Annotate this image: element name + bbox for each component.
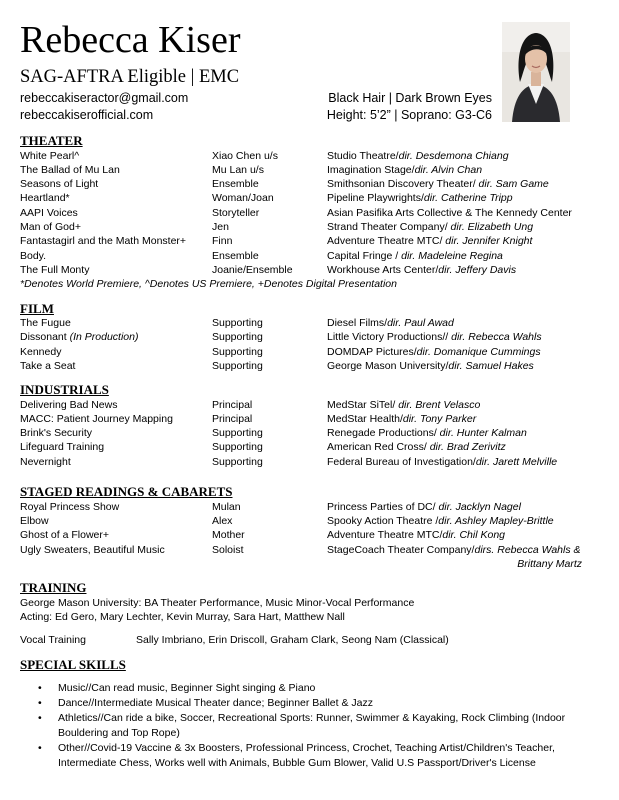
credit-venue (327, 500, 521, 514)
credit-venue (327, 177, 549, 191)
credit-director: dir. Domanique Cummings (416, 346, 541, 358)
credit-venue-name: Capital Fringe / (327, 250, 402, 262)
appearance-info: Black Hair | Dark Brown Eyes (328, 91, 492, 105)
credit-venue (327, 249, 503, 263)
credit-row (0, 359, 619, 373)
credit-director: dir. Jarett Melville (475, 456, 558, 468)
credit-role: Jen (212, 221, 229, 233)
credit-row (0, 455, 619, 469)
credit-role: Woman/Joan (212, 192, 274, 204)
credit-row (0, 426, 619, 440)
credit-title: Ghost of a Flower+ (20, 529, 109, 541)
credit-title: Man of God+ (20, 221, 81, 233)
skill-item-other: • Other//Covid-19 Vaccine & 3x Boosters, Professional Princess, Crochet, Teaching Artist/Children's Teacher, Intermediate Chess, Works well with Animals, Bubble Gum Blower, Valid U.S Passport/Driver's License (38, 741, 583, 771)
credit-venue (327, 234, 532, 248)
credit-row (0, 543, 619, 557)
credit-role: Supporting (212, 317, 263, 329)
credit-venue-name: Federal Bureau of Investigation/ (327, 456, 476, 468)
credit-role: Supporting (212, 360, 263, 372)
education-line: George Mason University: BA Theater Performance, Music Minor-Vocal Performance (20, 597, 415, 609)
credit-title: Brink's Security (20, 427, 93, 439)
credit-title: Fantastagirl and the Math Monster+ (20, 235, 187, 247)
credit-role: Supporting (212, 456, 263, 468)
credit-director: dir. Paul Awad (387, 317, 454, 329)
credit-role: Ensemble (212, 178, 259, 190)
credit-row (0, 177, 619, 191)
credit-role: Mulan (212, 501, 241, 513)
credit-venue (327, 316, 454, 330)
credit-director: dir. Brent Velasco (398, 399, 481, 411)
credit-director: dir. Catherine Tripp (423, 192, 513, 204)
credit-row (0, 220, 619, 234)
credit-venue-name: Spooky Action Theatre / (327, 515, 439, 527)
credit-title: MACC: Patient Journey Mapping (20, 413, 173, 425)
credit-row (0, 514, 619, 528)
skill-item-music: • Music//Can read music, Beginner Sight singing & Piano (38, 681, 583, 696)
credit-director: dir. Hunter Kalman (439, 427, 527, 439)
credit-venue-name: MedStar Health/ (327, 413, 403, 425)
credit-row (0, 191, 619, 205)
credit-title-note: (In Production) (69, 331, 139, 343)
credit-venue-name: Pipeline Playwrights/ (327, 192, 424, 204)
credit-director-continuation: Brittany Martz (517, 558, 582, 570)
credit-venue (327, 514, 554, 528)
credit-director: dir. Ashley Mapley-Brittle (438, 515, 554, 527)
credit-title (20, 345, 61, 359)
credit-row-continuation (0, 557, 619, 571)
credit-row (0, 249, 619, 263)
credit-director: dir. Chil Kong (442, 529, 506, 541)
credit-row (0, 263, 619, 277)
credit-venue-name: Studio Theatre/ (327, 150, 399, 162)
credit-title (20, 330, 138, 344)
credit-venue-name: Imagination Stage/ (327, 164, 415, 176)
credit-title (20, 359, 75, 373)
credit-role: Alex (212, 515, 233, 527)
credit-title-text: Dissonant (20, 331, 70, 343)
credit-row (0, 330, 619, 344)
credit-director: dirs. Rebecca Wahls & (474, 544, 581, 556)
credit-director: dir. Rebecca Wahls (451, 331, 542, 343)
credit-role: Storyteller (212, 207, 260, 219)
credit-director: dir. Sam Game (478, 178, 549, 190)
credit-title-text: Take a Seat (20, 360, 76, 372)
credit-venue (327, 440, 506, 454)
credit-venue (327, 345, 541, 359)
credit-row (0, 316, 619, 330)
credit-venue (327, 528, 505, 542)
union-status: SAG-AFTRA Eligible | EMC (20, 67, 240, 87)
actor-name: Rebecca Kiser (20, 19, 241, 61)
section-title-special-skills: SPECIAL SKILLS (20, 657, 126, 672)
credit-title: White Pearl^ (20, 150, 80, 162)
credit-role: Soloist (212, 544, 244, 556)
skill-item-dance: • Dance//Intermediate Musical Theater dance; Beginner Ballet & Jazz (38, 696, 583, 711)
credit-director: dir. Alvin Chan (414, 164, 483, 176)
credit-venue (327, 263, 516, 277)
credit-venue (327, 543, 581, 557)
credit-row (0, 163, 619, 177)
credit-venue-name: Diesel Films/ (327, 317, 388, 329)
credit-director: dir. Madeleine Regina (401, 250, 503, 262)
credit-venue-name: StageCoach Theater Company/ (327, 544, 475, 556)
credit-row (0, 412, 619, 426)
credit-director: dir. Elizabeth Ung (450, 221, 534, 233)
credit-venue-name: Princess Parties of DC/ (327, 501, 439, 513)
credit-row (0, 398, 619, 412)
credit-venue (327, 149, 509, 163)
credit-venue-name: Workhouse Arts Center/ (327, 264, 439, 276)
headshot-illustration (502, 22, 570, 122)
credit-role: Joanie/Ensemble (212, 264, 293, 276)
credit-venue-name: Adventure Theatre MTC/ (327, 235, 446, 247)
credit-role: Finn (212, 235, 233, 247)
credit-title: Ugly Sweaters, Beautiful Music (20, 544, 165, 556)
skill-item-athletics: • Athletics//Can ride a bike, Soccer, Recreational Sports: Runner, Swimmer & Kayaking, Rock Climbing (Indoor Bouldering and Top Rope) (38, 711, 583, 741)
credit-title: AAPI Voices (20, 207, 78, 219)
credit-director: dir. Jennifer Knight (445, 235, 533, 247)
section-title-staged-readings: STAGED READINGS & CABARETS (20, 484, 233, 499)
credit-director: dir. Samuel Hakes (448, 360, 534, 372)
credit-venue (327, 220, 533, 234)
credit-row (0, 206, 619, 220)
credit-venue (327, 191, 513, 205)
credit-title: Delivering Bad News (20, 399, 118, 411)
credit-director: dir. Tony Parker (402, 413, 477, 425)
acting-training-line: Acting: Ed Gero, Mary Lechter, Kevin Murray, Sara Hart, Matthew Nall (20, 611, 345, 623)
credit-role: Principal (212, 399, 253, 411)
credit-role: Mother (212, 529, 245, 541)
credit-row (0, 500, 619, 514)
credit-row (0, 234, 619, 248)
credit-venue (327, 163, 482, 177)
credit-venue (327, 330, 542, 344)
height-voice-info: Height: 5’2” | Soprano: G3-C6 (326, 108, 492, 122)
credit-title: Seasons of Light (20, 178, 99, 190)
section-title-training: TRAINING (20, 580, 87, 595)
credit-title: The Full Monty (20, 264, 90, 276)
credit-title: Heartland* (20, 192, 70, 204)
headshot-photo (502, 22, 570, 122)
credit-row (0, 440, 619, 454)
credit-title: Lifeguard Training (20, 441, 105, 453)
credit-venue-name: Asian Pasifika Arts Collective & The Kennedy Center (327, 207, 572, 219)
credit-title: Body. (20, 250, 47, 262)
credit-title-text: The Fugue (20, 317, 71, 329)
credit-row (0, 345, 619, 359)
credit-venue-name: American Red Cross/ (327, 441, 430, 453)
section-title-film: FILM (20, 301, 54, 316)
credit-title: Elbow (20, 515, 49, 527)
credit-title: The Ballad of Mu Lan (20, 164, 120, 176)
credit-role: Mu Lan u/s (212, 164, 264, 176)
vocal-training-label: Vocal Training (20, 634, 86, 646)
credit-director: dir. Jeffery Davis (438, 264, 517, 276)
section-title-industrials: INDUSTRIALS (20, 382, 109, 397)
credit-venue-name: Smithsonian Discovery Theater/ (327, 178, 479, 190)
credit-role: Supporting (212, 441, 263, 453)
credit-venue-name: DOMDAP Pictures/ (327, 346, 417, 358)
vocal-teachers: Sally Imbriano, Erin Driscoll, Graham Clark, Seong Nam (Classical) (136, 634, 449, 646)
skills-list (38, 681, 583, 771)
credit-venue (327, 398, 480, 412)
credit-director: dir. Desdemona Chiang (398, 150, 509, 162)
credit-venue (327, 455, 557, 469)
email-address: rebeccakiseractor@gmail.com (20, 91, 189, 105)
credit-role: Supporting (212, 427, 263, 439)
credit-venue-name: Adventure Theatre MTC/ (327, 529, 443, 541)
credit-role: Supporting (212, 331, 263, 343)
credit-role: Principal (212, 413, 253, 425)
credit-title: Nevernight (20, 456, 71, 468)
credit-venue (327, 206, 572, 220)
credit-title: Royal Princess Show (20, 501, 120, 513)
credit-role: Xiao Chen u/s (212, 150, 278, 162)
credit-venue-name: George Mason University/ (327, 360, 449, 372)
credit-venue-name: Renegade Productions/ (327, 427, 440, 439)
credit-row (0, 528, 619, 542)
credit-director: dir. Brad Zerivitz (429, 441, 506, 453)
premiere-legend: *Denotes World Premiere, ^Denotes US Premiere, +Denotes Digital Presentation (20, 278, 397, 290)
credit-row (0, 149, 619, 163)
credit-venue-name: MedStar SiTel/ (327, 399, 399, 411)
credit-director: dir. Jacklyn Nagel (438, 501, 521, 513)
credit-title-text: Kennedy (20, 346, 62, 358)
credit-venue (327, 359, 534, 373)
credit-venue (327, 412, 476, 426)
credit-venue-name: Strand Theater Company/ (327, 221, 451, 233)
credit-venue-name: Little Victory Productions// (327, 331, 452, 343)
credit-role: Supporting (212, 346, 263, 358)
credit-venue (327, 426, 527, 440)
credit-role: Ensemble (212, 250, 259, 262)
credit-title (20, 316, 71, 330)
website-address: rebeccakiserofficial.com (20, 108, 154, 122)
section-title-theater: THEATER (20, 133, 83, 148)
